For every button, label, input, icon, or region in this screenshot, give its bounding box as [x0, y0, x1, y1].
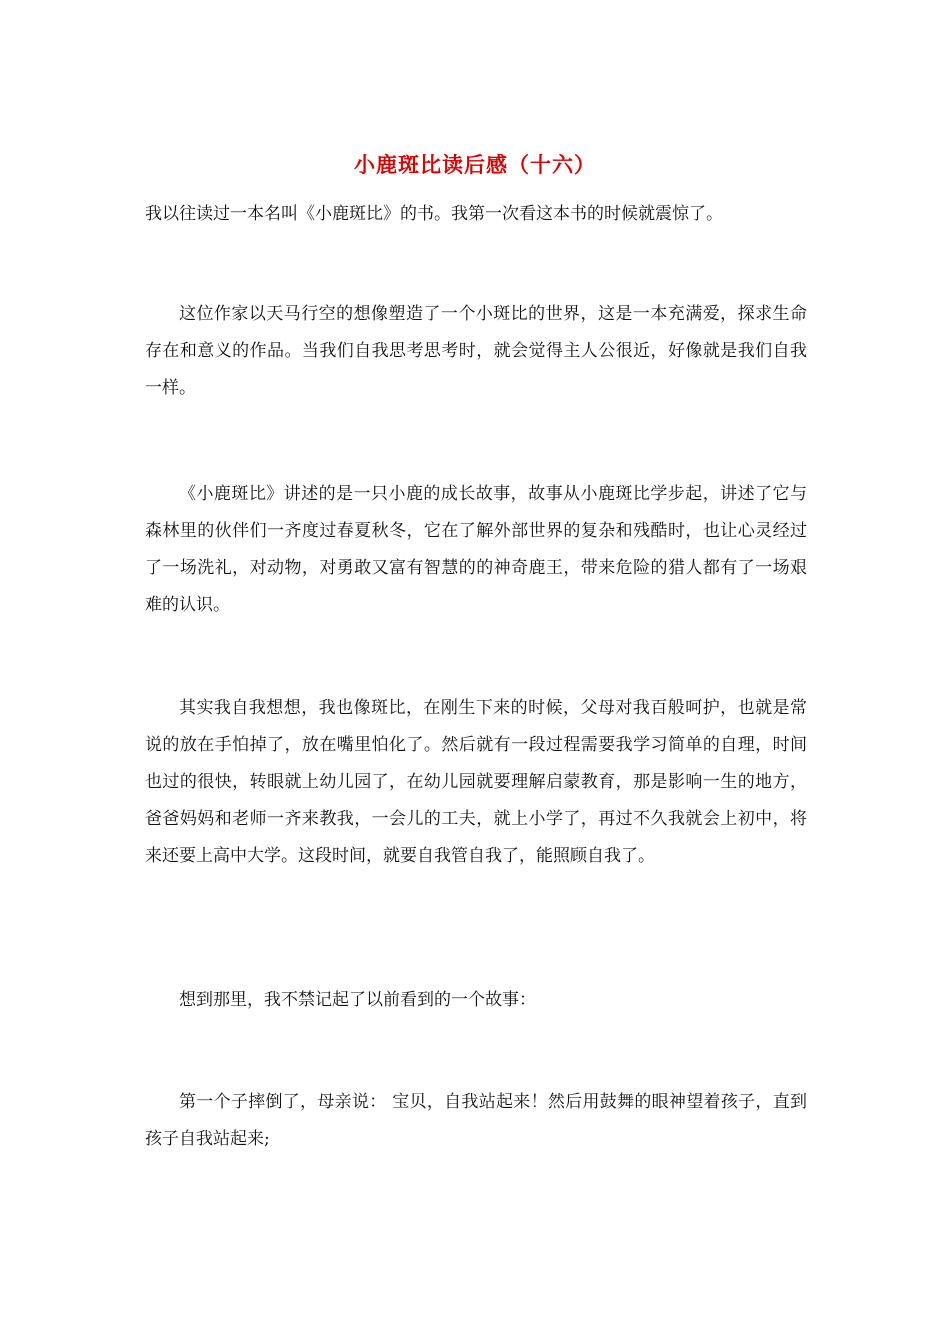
paragraph-2: 这位作家以天马行空的想像塑造了一个小斑比的世界，这是一本充满爱，探求生命存在和意义的作品。当我们自我思考思考时，就会觉得主人公很近，好像就是我们自我一样。 [145, 304, 807, 398]
paragraph-3: 《小鹿斑比》讲述的是一只小鹿的成长故事，故事从小鹿斑比学步起，讲述了它与森林里的伙伴们一齐度过春夏秋冬，它在了解外部世界的复杂和残酷时，也让心灵经过了一场洗礼，对动物，对勇敢又富有智慧的的神奇鹿王，带来危险的猎人都有了一场艰难的认识。 [145, 484, 807, 615]
document-title: 小鹿斑比读后感（十六） [354, 152, 596, 177]
paragraph-4: 其实我自我想想，我也像斑比，在刚生下来的时候，父母对我百般呵护，也就是常说的放在手怕掉了，放在嘴里怕化了。然后就有一段过程需要我学习简单的自理，时间也过的很快，转眼就上幼儿园了，在幼儿园就要理解启蒙教育，那是影响一生的地方，爸爸妈妈和老师一齐来教我，一会儿的工夫，就上小学了，再过不久我就会上初中，将来还要上高中大学。这段时间，就要自我管自我了，能照顾自我了。 [145, 698, 807, 866]
paragraph-6: 第一个子摔倒了，母亲说： 宝贝，自我站起来！然后用鼓舞的眼神望着孩子，直到孩子自我站起来; [145, 1092, 807, 1149]
paragraph-5: 想到那里，我不禁记起了以前看到的一个故事： [179, 990, 536, 1010]
paragraph-1: 我以往读过一本名叫《小鹿斑比》的书。我第一次看这本书的时候就震惊了。 [145, 204, 723, 224]
